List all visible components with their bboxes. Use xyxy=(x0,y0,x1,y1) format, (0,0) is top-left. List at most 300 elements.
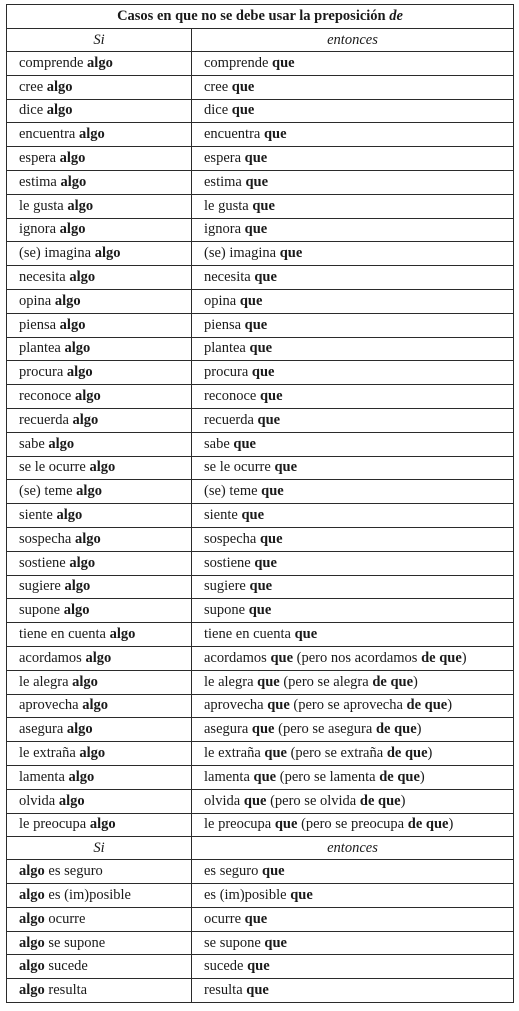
bold-text: que xyxy=(259,530,283,547)
cell-si xyxy=(7,75,192,99)
cell-entonces xyxy=(192,52,514,76)
bold-text: algo xyxy=(60,173,87,190)
bold-text: algo xyxy=(64,340,91,357)
cell-si xyxy=(7,599,192,623)
cell-entonces xyxy=(192,742,514,766)
cell-entonces xyxy=(192,170,514,194)
bold-text: que xyxy=(290,886,313,903)
cell-entonces xyxy=(192,504,514,528)
text: ) xyxy=(419,768,425,785)
bold-text: que xyxy=(247,958,270,975)
table-body xyxy=(7,29,514,837)
cell-entonces xyxy=(192,432,514,456)
bold-text: que xyxy=(244,221,268,238)
bold-text: algo xyxy=(19,982,45,999)
text: ) xyxy=(427,745,433,761)
bold-text: de que xyxy=(372,673,414,690)
table-row xyxy=(7,623,514,647)
bold-text: que xyxy=(270,649,294,666)
table-title-em: de xyxy=(389,8,403,24)
bold-text: que xyxy=(251,721,275,738)
text: le preocupa xyxy=(204,816,275,833)
text: opina xyxy=(19,292,55,309)
bold-text: algo xyxy=(19,910,45,927)
table-row xyxy=(7,907,514,931)
cell-entonces xyxy=(192,123,514,147)
bold-text: algo xyxy=(76,483,102,500)
text: opina xyxy=(204,292,240,309)
bold-text: algo xyxy=(68,768,95,785)
cell-si xyxy=(7,170,192,194)
table-row xyxy=(7,99,514,123)
cell-entonces xyxy=(192,599,514,623)
text: le extraña xyxy=(204,745,265,761)
text: lamenta xyxy=(19,768,69,785)
text: lamenta xyxy=(204,768,254,785)
bold-text: de que xyxy=(421,649,462,666)
cell-entonces xyxy=(192,194,514,218)
text: (se) imagina xyxy=(204,245,280,262)
table-row xyxy=(7,170,514,194)
text: ) xyxy=(413,673,418,690)
bold-text: algo xyxy=(89,459,116,476)
bold-text: algo xyxy=(89,816,116,833)
bold-text: algo xyxy=(56,507,83,524)
text: sabe xyxy=(204,435,234,452)
text: tiene en cuenta xyxy=(19,626,110,643)
table-row xyxy=(7,765,514,789)
bold-text: que xyxy=(263,126,287,143)
cell-entonces xyxy=(192,385,514,409)
text: ) xyxy=(400,792,406,809)
bold-text: algo xyxy=(72,673,98,690)
cell-si xyxy=(7,218,192,242)
text: plantea xyxy=(204,340,250,357)
text: asegura xyxy=(19,721,67,738)
bold-text: que xyxy=(253,768,277,785)
cell-si xyxy=(7,337,192,361)
cell-si xyxy=(7,575,192,599)
bold-text: de que xyxy=(407,816,449,833)
cell-entonces xyxy=(192,931,514,955)
table-row xyxy=(7,575,514,599)
cell-si xyxy=(7,765,192,789)
text: sucede xyxy=(44,958,88,975)
text: sugiere xyxy=(19,578,65,595)
bold-text: que xyxy=(257,411,281,428)
bold-text: algo xyxy=(66,364,93,381)
cell-si xyxy=(7,623,192,647)
bold-text: algo xyxy=(109,626,136,643)
bold-text: que xyxy=(249,340,273,357)
column-header-entonces-second: entonces xyxy=(192,837,514,860)
cell-entonces xyxy=(192,266,514,290)
text: sugiere xyxy=(204,578,250,595)
bold-text: algo xyxy=(64,578,91,595)
table-title-main: Casos en que no se debe usar la preposición xyxy=(117,8,390,24)
bold-text: algo xyxy=(19,958,45,975)
cell-entonces xyxy=(192,694,514,718)
text: (pero se asegura xyxy=(274,721,376,738)
cell-entonces xyxy=(192,575,514,599)
table-row xyxy=(7,979,514,1003)
table-row xyxy=(7,147,514,171)
text: es (im)posible xyxy=(44,886,131,903)
cell-si xyxy=(7,742,192,766)
column-header-si-second: Si xyxy=(7,837,192,860)
table-body-second xyxy=(7,837,514,1003)
text: olvida xyxy=(204,792,244,809)
text: supone xyxy=(204,602,249,619)
cell-si xyxy=(7,456,192,480)
cell-si xyxy=(7,289,192,313)
text: ocurre xyxy=(204,910,245,927)
bold-text: que xyxy=(259,388,283,405)
cell-entonces xyxy=(192,551,514,575)
table-row xyxy=(7,313,514,337)
preposition-table xyxy=(6,4,514,1003)
bold-text: que xyxy=(245,173,269,190)
bold-text: que xyxy=(252,197,275,214)
text: le alegra xyxy=(204,673,258,690)
text: recuerda xyxy=(204,411,258,428)
bold-text: algo xyxy=(74,530,101,547)
text: le gusta xyxy=(19,197,68,214)
table-row xyxy=(7,266,514,290)
cell-entonces xyxy=(192,670,514,694)
text: asegura xyxy=(204,721,252,738)
cell-si xyxy=(7,432,192,456)
column-header-entonces: entonces xyxy=(192,29,514,52)
bold-text: que xyxy=(261,483,284,500)
cell-si xyxy=(7,789,192,813)
cell-entonces xyxy=(192,884,514,908)
text: dice xyxy=(204,102,232,119)
cell-si xyxy=(7,52,192,76)
cell-entonces xyxy=(192,218,514,242)
table-row xyxy=(7,480,514,504)
document-page xyxy=(6,4,513,1003)
bold-text: que xyxy=(272,54,295,71)
text: piensa xyxy=(204,316,245,333)
cell-entonces xyxy=(192,361,514,385)
bold-text: algo xyxy=(54,292,81,309)
cell-si xyxy=(7,860,192,884)
bold-text: que xyxy=(262,863,285,880)
table-row xyxy=(7,599,514,623)
cell-entonces xyxy=(192,147,514,171)
table-row xyxy=(7,242,514,266)
cell-si xyxy=(7,313,192,337)
text: ) xyxy=(461,649,467,666)
bold-text: que xyxy=(294,626,318,643)
table-row xyxy=(7,52,514,76)
text: (se) teme xyxy=(204,483,262,500)
table-row xyxy=(7,194,514,218)
bold-text: algo xyxy=(87,54,113,71)
cell-entonces xyxy=(192,646,514,670)
cell-entonces xyxy=(192,789,514,813)
text: acordamos xyxy=(204,649,271,666)
table-row xyxy=(7,670,514,694)
bold-text: algo xyxy=(79,745,106,761)
text: sospecha xyxy=(204,530,260,547)
column-header-row-second xyxy=(7,837,514,860)
cell-entonces xyxy=(192,456,514,480)
text: ) xyxy=(448,816,454,833)
text: encuentra xyxy=(19,126,79,143)
bold-text: de que xyxy=(406,697,448,714)
text: olvida xyxy=(19,792,59,809)
bold-text: algo xyxy=(67,197,94,214)
cell-entonces xyxy=(192,527,514,551)
bold-text: de que xyxy=(359,792,401,809)
table-row xyxy=(7,337,514,361)
table-row xyxy=(7,646,514,670)
bold-text: que xyxy=(248,602,272,619)
text: resulta xyxy=(204,982,247,999)
cell-entonces xyxy=(192,955,514,979)
text: ignora xyxy=(204,221,245,238)
text: (pero se preocupa xyxy=(297,816,408,833)
table-row xyxy=(7,742,514,766)
bold-text: algo xyxy=(85,649,112,666)
text: dice xyxy=(19,102,47,119)
table-row xyxy=(7,931,514,955)
cell-entonces xyxy=(192,242,514,266)
bold-text: que xyxy=(241,507,265,524)
text: acordamos xyxy=(19,649,86,666)
text: es seguro xyxy=(44,863,103,880)
cell-entonces xyxy=(192,99,514,123)
table-row xyxy=(7,75,514,99)
bold-text: que xyxy=(267,697,290,714)
cell-entonces xyxy=(192,907,514,931)
text: necesita xyxy=(204,269,255,286)
table-row xyxy=(7,385,514,409)
text: (se) imagina xyxy=(19,245,95,262)
table-row xyxy=(7,718,514,742)
cell-si xyxy=(7,955,192,979)
text: encuentra xyxy=(204,126,264,143)
bold-text: que xyxy=(279,245,303,262)
text: (pero se olvida xyxy=(266,792,360,809)
text: sostiene xyxy=(204,554,255,571)
cell-si xyxy=(7,813,192,837)
text: sucede xyxy=(204,958,248,975)
text: estima xyxy=(19,173,61,190)
bold-text: que xyxy=(264,745,287,761)
cell-si xyxy=(7,504,192,528)
text: siente xyxy=(19,507,57,524)
bold-text: de que xyxy=(375,721,417,738)
text: se supone xyxy=(204,934,265,951)
cell-entonces xyxy=(192,623,514,647)
cell-si xyxy=(7,718,192,742)
cell-si xyxy=(7,670,192,694)
text: se le ocurre xyxy=(19,459,90,476)
text: reconoce xyxy=(19,388,75,405)
text: comprende xyxy=(204,54,273,71)
bold-text: que xyxy=(274,816,298,833)
cell-si xyxy=(7,266,192,290)
bold-text: algo xyxy=(46,78,73,95)
table-row xyxy=(7,123,514,147)
table-row xyxy=(7,289,514,313)
table-row xyxy=(7,361,514,385)
text: estima xyxy=(204,173,246,190)
text: (pero nos acordamos xyxy=(293,649,422,666)
bold-text: que xyxy=(246,982,269,999)
text: se le ocurre xyxy=(204,459,275,476)
cell-si xyxy=(7,931,192,955)
text: supone xyxy=(19,602,64,619)
text: (pero se aprovecha xyxy=(289,697,407,714)
text: le extraña xyxy=(19,745,80,761)
text: le alegra xyxy=(19,673,73,690)
bold-text: que xyxy=(257,673,280,690)
bold-text: algo xyxy=(66,721,93,738)
table-row xyxy=(7,813,514,837)
bold-text: algo xyxy=(69,554,96,571)
text: plantea xyxy=(19,340,65,357)
text: procura xyxy=(19,364,67,381)
cell-entonces xyxy=(192,979,514,1003)
cell-entonces xyxy=(192,408,514,432)
bold-text: que xyxy=(231,102,255,119)
text: (se) teme xyxy=(19,483,77,500)
bold-text: algo xyxy=(46,102,73,119)
text: le gusta xyxy=(204,197,253,214)
text: ignora xyxy=(19,221,60,238)
text: cree xyxy=(204,78,232,95)
cell-entonces xyxy=(192,813,514,837)
text: aprovecha xyxy=(204,697,268,714)
table-row xyxy=(7,432,514,456)
table-row xyxy=(7,527,514,551)
table-row xyxy=(7,456,514,480)
text: (pero se extraña xyxy=(286,745,387,761)
text: procura xyxy=(204,364,252,381)
bold-text: algo xyxy=(19,863,45,880)
bold-text: que xyxy=(274,459,298,476)
text: resulta xyxy=(44,982,88,999)
bold-text: algo xyxy=(19,886,45,903)
cell-entonces xyxy=(192,860,514,884)
cell-si xyxy=(7,242,192,266)
text: recuerda xyxy=(19,411,73,428)
bold-text: que xyxy=(254,269,277,286)
text: es seguro xyxy=(204,863,262,880)
text: necesita xyxy=(19,269,70,286)
bold-text: algo xyxy=(69,269,96,286)
text: ) xyxy=(416,721,422,738)
bold-text: que xyxy=(264,934,287,951)
text: espera xyxy=(19,150,60,167)
cell-entonces xyxy=(192,765,514,789)
cell-si xyxy=(7,694,192,718)
cell-entonces xyxy=(192,75,514,99)
bold-text: de que xyxy=(379,768,420,785)
table-row xyxy=(7,551,514,575)
bold-text: que xyxy=(244,150,268,167)
bold-text: algo xyxy=(59,221,86,238)
text: espera xyxy=(204,150,245,167)
cell-entonces xyxy=(192,289,514,313)
text: (pero se lamenta xyxy=(276,768,380,785)
text: (pero se alegra xyxy=(279,673,373,690)
bold-text: algo xyxy=(59,150,86,167)
text: se supone xyxy=(44,934,106,951)
cell-si xyxy=(7,907,192,931)
table-row xyxy=(7,504,514,528)
text: piensa xyxy=(19,316,60,333)
table-row xyxy=(7,218,514,242)
bold-text: que xyxy=(243,792,267,809)
bold-text: algo xyxy=(94,245,121,262)
bold-text: algo xyxy=(63,602,90,619)
table-row xyxy=(7,408,514,432)
cell-si xyxy=(7,385,192,409)
bold-text: que xyxy=(244,910,268,927)
cell-si xyxy=(7,361,192,385)
cell-si xyxy=(7,480,192,504)
cell-si xyxy=(7,408,192,432)
bold-text: algo xyxy=(48,435,75,452)
bold-text: de que xyxy=(386,745,428,761)
cell-si xyxy=(7,147,192,171)
column-header-row xyxy=(7,29,514,52)
bold-text: algo xyxy=(72,411,99,428)
bold-text: que xyxy=(254,554,277,571)
bold-text: que xyxy=(231,78,255,95)
bold-text: algo xyxy=(19,934,45,951)
text: siente xyxy=(204,507,242,524)
text: le preocupa xyxy=(19,816,90,833)
text: ocurre xyxy=(44,910,86,927)
bold-text: algo xyxy=(59,316,86,333)
text: ) xyxy=(447,697,453,714)
text: sabe xyxy=(19,435,49,452)
cell-entonces xyxy=(192,718,514,742)
cell-si xyxy=(7,194,192,218)
bold-text: algo xyxy=(82,697,108,714)
bold-text: algo xyxy=(74,388,101,405)
bold-text: que xyxy=(249,578,273,595)
table-row xyxy=(7,694,514,718)
text: sostiene xyxy=(19,554,70,571)
table-row xyxy=(7,955,514,979)
table-row xyxy=(7,884,514,908)
cell-si xyxy=(7,979,192,1003)
text: cree xyxy=(19,78,47,95)
table-row xyxy=(7,860,514,884)
cell-si xyxy=(7,99,192,123)
bold-text: que xyxy=(244,316,268,333)
text: aprovecha xyxy=(19,697,83,714)
text: tiene en cuenta xyxy=(204,626,295,643)
bold-text: que xyxy=(251,364,275,381)
text: comprende xyxy=(19,54,88,71)
column-header-si: Si xyxy=(7,29,192,52)
bold-text: que xyxy=(233,435,256,452)
cell-si xyxy=(7,527,192,551)
table-title-row xyxy=(7,5,514,29)
cell-si xyxy=(7,646,192,670)
cell-si xyxy=(7,884,192,908)
cell-si xyxy=(7,551,192,575)
bold-text: que xyxy=(239,292,263,309)
